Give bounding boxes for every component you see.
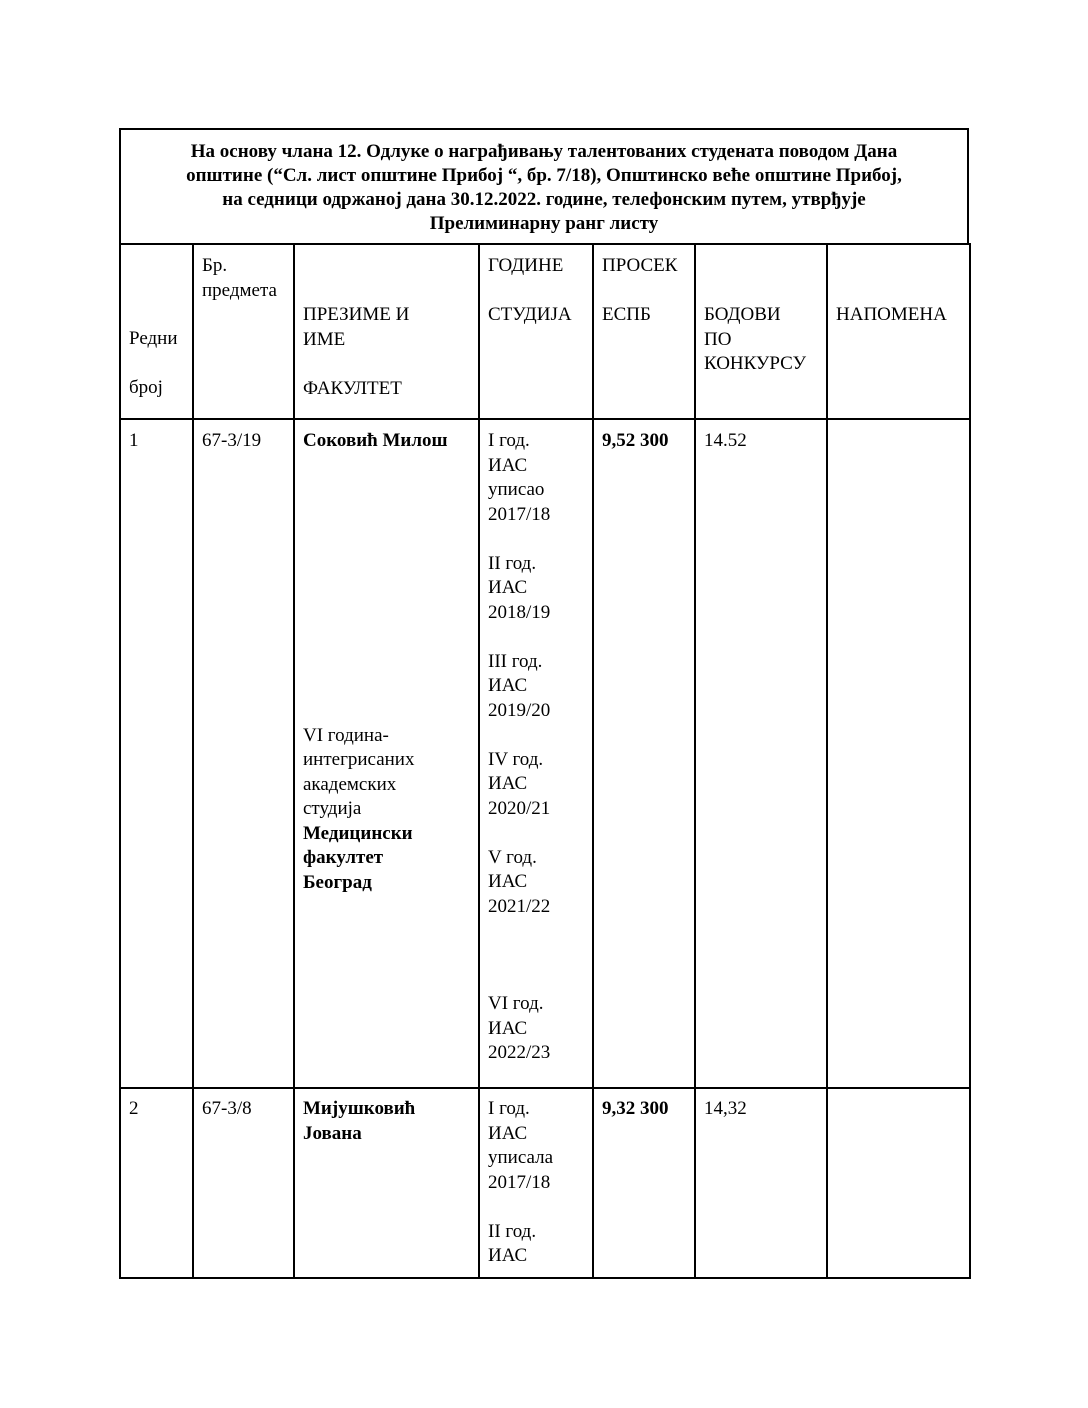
- title-line: Прелиминарну ранг листу: [429, 213, 659, 234]
- ranking-document: [119, 128, 969, 1279]
- table-row: [120, 419, 970, 1088]
- header-bodovi: БОДОВИ ПО КОНКУРСУ: [695, 244, 827, 419]
- cell-redni: 2: [120, 1088, 193, 1278]
- cell-prosek: 9,32 300: [593, 1088, 695, 1278]
- cell-ime-fakultet: Соковић Милош VI година- интегрисаних академских студија Медицински факултет Београд: [294, 419, 479, 1088]
- header-redni-broj: Редни број: [120, 244, 193, 419]
- cell-godine-studija: I год. ИАС уписала 2017/18 II год. ИАС: [479, 1088, 593, 1278]
- table-header-row: [120, 244, 970, 419]
- student-name: Мијушковић: [303, 1098, 416, 1119]
- document-title: [119, 128, 969, 243]
- student-name: Соковић Милош: [303, 430, 448, 451]
- header-napomena: НАПОМЕНА: [827, 244, 970, 419]
- header-prosek-espb: ПРОСЕК ЕСПБ: [593, 244, 695, 419]
- header-br-predmeta: Бр. предмета: [193, 244, 294, 419]
- table-row: [120, 1088, 970, 1278]
- cell-br-predmeta: 67-3/19: [193, 419, 294, 1088]
- title-line: На основу члана 12. Одлуке о награђивању талентованих студената поводом Дана: [190, 141, 898, 162]
- ranking-table: [119, 243, 971, 1279]
- cell-napomena: [827, 1088, 970, 1278]
- cell-redni: 1: [120, 419, 193, 1088]
- header-godine-studija: ГОДИНЕ СТУДИЈА: [479, 244, 593, 419]
- cell-ime-fakultet: Мијушковић Јована: [294, 1088, 479, 1278]
- title-line: на седници одржаној дана 30.12.2022. године, телефонским путем, утврђује: [222, 189, 866, 210]
- title-line: општине (“Сл. лист општине Прибој “, бр. 7/18), Општинско веће општине Прибој,: [186, 165, 902, 186]
- cell-br-predmeta: 67-3/8: [193, 1088, 294, 1278]
- header-prezime-ime-fakultet: ПРЕЗИМЕ И ИМЕ ФАКУЛТЕТ: [294, 244, 479, 419]
- cell-napomena: [827, 419, 970, 1088]
- cell-prosek: 9,52 300: [593, 419, 695, 1088]
- cell-bodovi: 14.52: [695, 419, 827, 1088]
- cell-bodovi: 14,32: [695, 1088, 827, 1278]
- cell-godine-studija: I год. ИАС уписао 2017/18 II год. ИАС 2018/19 III год. ИАС 2019/20 IV год. ИАС 2020/21 V год. ИАС 2021/22 VI год. ИАС 2022/23: [479, 419, 593, 1088]
